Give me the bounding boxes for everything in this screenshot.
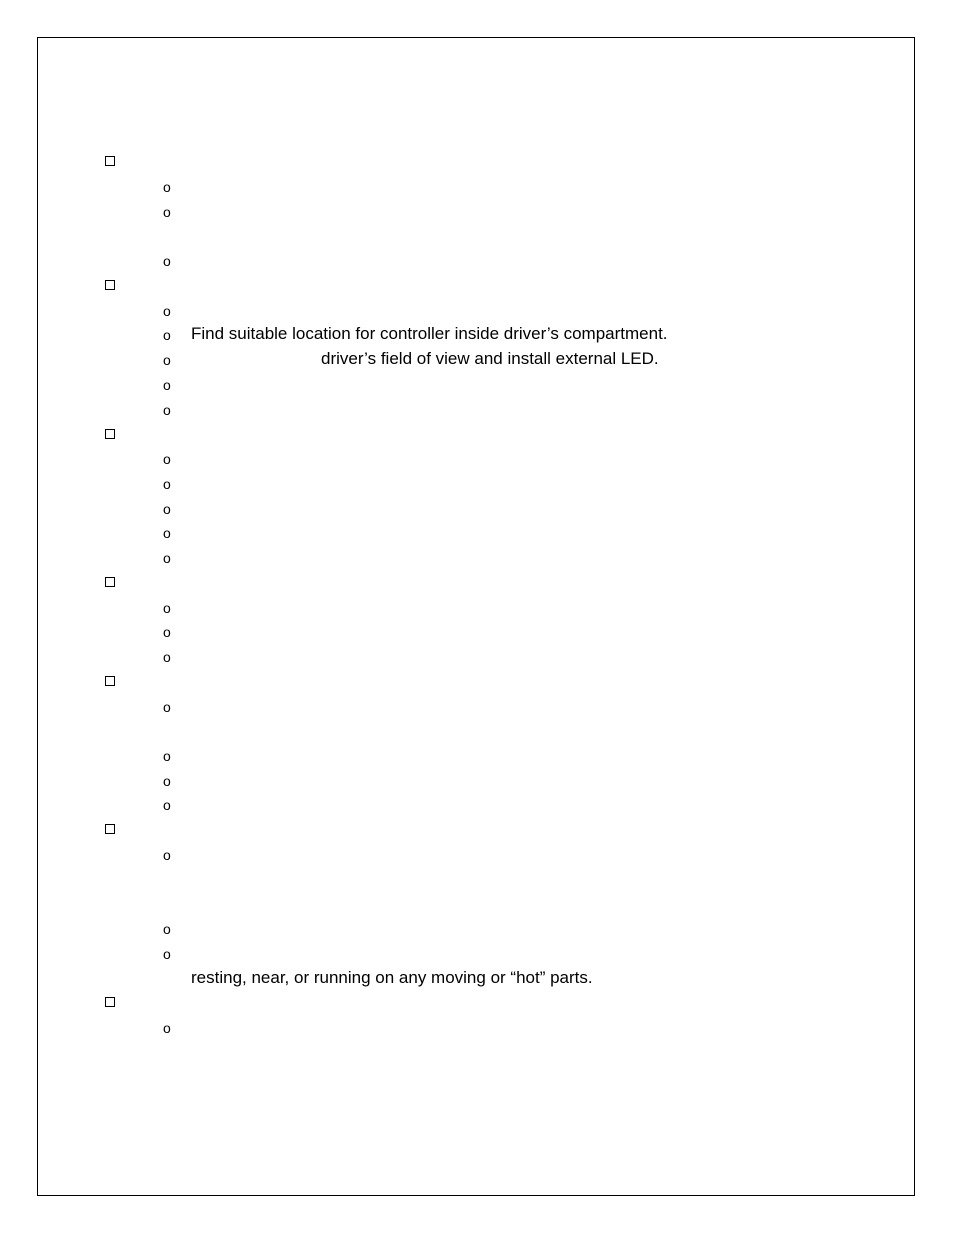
- sub-bullet: o: [163, 797, 171, 813]
- checklist-text-controller-location: Find suitable location for controller inside driver’s compartment.: [191, 324, 668, 343]
- checkbox-2[interactable]: [105, 280, 115, 290]
- sub-bullet: o: [163, 476, 171, 492]
- sub-bullet: o: [163, 649, 171, 665]
- sub-bullet: o: [163, 402, 171, 418]
- sub-bullet: o: [163, 525, 171, 541]
- checklist-text-led: driver’s field of view and install external LED.: [321, 349, 659, 368]
- checkbox-3[interactable]: [105, 429, 115, 439]
- checklist-text-hot-parts: resting, near, or running on any moving or “hot” parts.: [191, 968, 593, 987]
- sub-bullet: o: [163, 600, 171, 616]
- checkbox-5[interactable]: [105, 676, 115, 686]
- sub-bullet: o: [163, 179, 171, 195]
- checkbox-7[interactable]: [105, 997, 115, 1007]
- sub-bullet: o: [163, 377, 171, 393]
- sub-bullet: o: [163, 303, 171, 319]
- sub-bullet: o: [163, 352, 171, 368]
- sub-bullet: o: [163, 699, 171, 715]
- sub-bullet: o: [163, 501, 171, 517]
- sub-bullet: o: [163, 624, 171, 640]
- sub-bullet: o: [163, 847, 171, 863]
- sub-bullet: o: [163, 748, 171, 764]
- sub-bullet: o: [163, 327, 171, 343]
- sub-bullet: o: [163, 253, 171, 269]
- checkbox-4[interactable]: [105, 577, 115, 587]
- sub-bullet: o: [163, 550, 171, 566]
- sub-bullet: o: [163, 204, 171, 220]
- sub-bullet: o: [163, 773, 171, 789]
- checkbox-6[interactable]: [105, 824, 115, 834]
- sub-bullet: o: [163, 451, 171, 467]
- checkbox-1[interactable]: [105, 156, 115, 166]
- sub-bullet: o: [163, 1020, 171, 1036]
- sub-bullet: o: [163, 946, 171, 962]
- sub-bullet: o: [163, 921, 171, 937]
